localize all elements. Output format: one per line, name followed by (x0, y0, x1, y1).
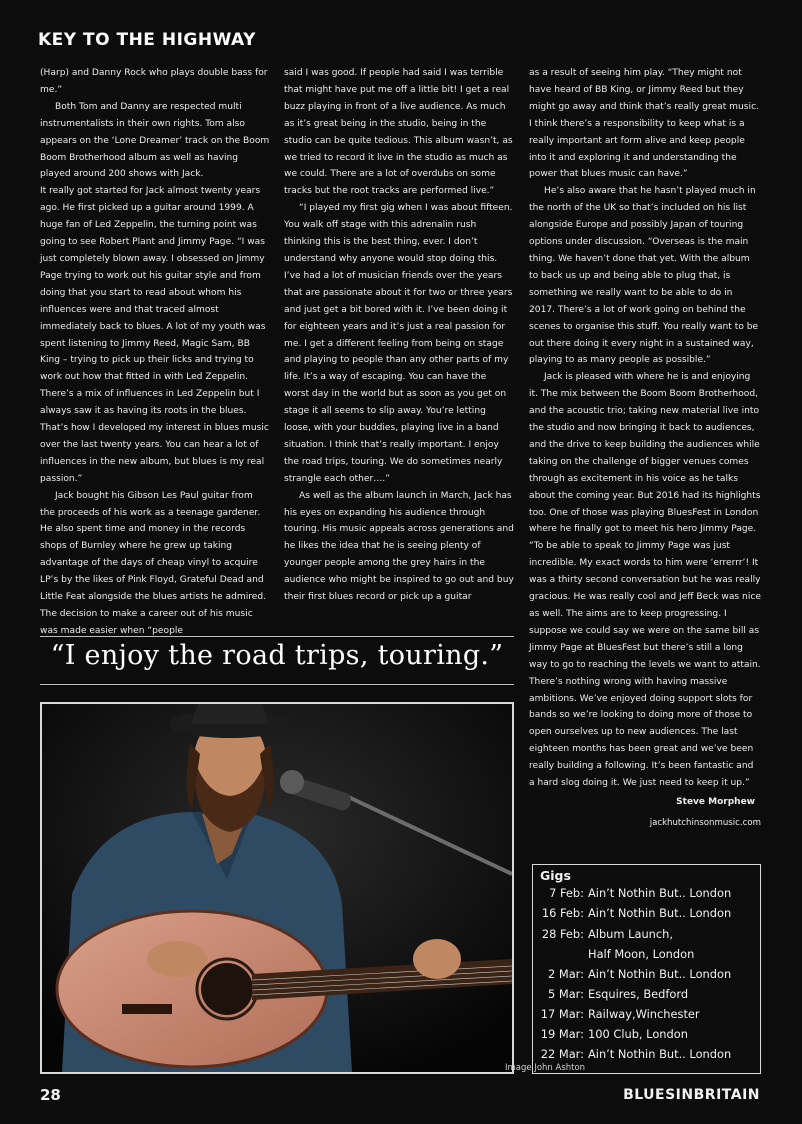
gig-date: 16 Feb: (541, 906, 584, 920)
gigs-box (532, 864, 761, 1074)
gig-date: 28 Feb: (541, 927, 584, 941)
gig-date: 2 Mar: (548, 967, 584, 981)
paragraph: as a result of seeing him play. “They might not have heard of BB King, or Jimmy Reed but they might go away and think that’s really great music. I think there’s a responsibility to keep what is a really important art form alive and keep people into it and exploring it and understanding the power that blues music can have.” (529, 68, 759, 180)
author-byline: Steve Morphew (676, 796, 755, 807)
paragraph: He’s also aware that he hasn’t played much in the north of the UK so that’s included on his list alongside Europe and possibly Japan of touring options under discussion. “Overseas is the main thing. We haven’t done that yet. With the album to back us up and being able to plug that, is something we really want to be able to do in 2017. There’s a lot of work going on behind the scenes to organise this stuff. You really want to be out there doing it every night in a sustained way, playing to as many people as possible.” (529, 186, 759, 366)
paragraph: “I played my first gig when I was about fifteen. You walk off stage with this adrenalin rush thinking this is the best thing, ever. I don’t understand why anyone would stop doing this. I’ve had a lot of musician friends over the years that are passionate about it for two or three years and just get a bit bored with it. I’ve been doing it for eighteen years and it’s just a real passion for me. I get a different feeling from being on stage and playing to people than any other parts of my life. It’s a way of escaping. You can have the worst day in the world but as soon as you get on stage it all seems to slip away. You’re letting loose, with your buddies, playing live in a band situation. I think that’s really important. I enjoy the road trips, touring. We do sometimes nearly strangle each other….” (284, 203, 513, 484)
gig-date: 17 Mar: (540, 1007, 584, 1021)
paragraph: (Harp) and Danny Rock who plays double bass for me.” (40, 68, 268, 95)
paragraph: Jack bought his Gibson Les Paul guitar from the proceeds of his work as a teenage gardener. He also spent time and money in the records shops of Burnley where he grew up taking advantage of the days of cheap vinyl to acquire LP’s by the likes of Pink Floyd, Grateful Dead and Little Feat alongside the blues artists he admired. The decision to make a career out of his music was made easier when “people (40, 490, 267, 636)
gig-venue: 100 Club, London (588, 1027, 688, 1041)
gig-date: 5 Mar: (548, 987, 584, 1001)
pullquote-bottom-rule (40, 684, 514, 685)
gig-date: 22 Mar: (540, 1047, 584, 1061)
gig-venue: Ain’t Nothin But.. London (588, 967, 732, 981)
paragraph: As well as the album launch in March, Jack has his eyes on expanding his audience through touring. His music appeals across generations and he likes the idea that he is seeing plenty of younger people among the grey hairs in the audience who might be inspired to go out and buy their first blues record or pick up a guitar (284, 490, 514, 603)
performer-photo (40, 702, 514, 1074)
gig-date: 19 Mar: (540, 1027, 584, 1041)
gigs-title: Gigs (540, 868, 571, 883)
paragraph: Jack is pleased with where he is and enjoying it. The mix between the Boom Boom Brotherhood, and the acoustic trio; taking new material live into the studio and now bringing it back to audiences, and the drive to keep building the audiences while taking on the challenge of bigger venues comes through as excitement in his voice as he talks about the coming year. But 2016 had its highlights too. One of those was playing BluesFest in London where he finally got to meet his hero Jimmy Page. “To be able to speak to Jimmy Page was just incredible. My exact words to him were ‘errerrr’! It was a thirty second conversation but he was really gracious. He was really cool and Jeff Beck was nice as well. The aims are to keep progressing. I suppose we could say we were on the same bill as Jimmy Page at BluesFest but there’s still a long way to go to reaching the levels we want to attain. There’s nothing wrong with having massive ambitions. We’ve enjoyed doing support slots for bands so we’re looking to doing more of those to open ourselves up to new audiences. The last eighteen months has been great and we’ve been really building a following. It’s been fantastic and a hard slog doing it. We just need to keep it up.” (529, 372, 761, 789)
paragraph: said I was good. If people had said I was terrible that might have put me off a little bit! I get a real buzz playing in front of a live audience. As much as it’s great being in the studio, being in the studio can be quite tedious. This album wasn’t, as we tried to record it live in the studio as much as we could. There are a lot of overdubs on some tracks but the root tracks are performed live.” (284, 68, 513, 197)
gig-date: 7 Feb: (549, 886, 584, 900)
photo-credit: Image John Ashton (505, 1063, 586, 1073)
gig-venue: Ain’t Nothin But.. London (588, 886, 732, 900)
article-column-2 (284, 65, 514, 606)
gig-venue: Ain’t Nothin But.. London (588, 1047, 732, 1061)
performer-photo-illustration (42, 704, 512, 1072)
magazine-brand: BLUESINBRITAIN (623, 1087, 760, 1103)
article-column-3 (529, 65, 761, 832)
page-number: 28 (40, 1086, 61, 1104)
gig-venue: Railway,Winchester (588, 1007, 700, 1021)
gig-venue: Esquires, Bedford (588, 987, 689, 1001)
section-title: KEY TO THE HIGHWAY (38, 30, 256, 50)
paragraph: Both Tom and Danny are respected multi instrumentalists in their own rights. Tom also appears on the ‘Lone Dreamer’ track on the Boom Boom Brotherhood album as well as having played around 200 shows with Jack. (40, 101, 270, 180)
artist-website: jackhutchinsonmusic.com (649, 817, 761, 828)
gig-venue: Album Launch, (588, 927, 673, 941)
gig-venue: Half Moon, London (588, 947, 695, 961)
paragraph: It really got started for Jack almost twenty years ago. He first picked up a guitar around 1999. A huge fan of Led Zeppelin, the turning point was going to see Robert Plant and Jimmy Page. “I was just completely blown away. I obsessed on Jimmy Page trying to work out his guitar style and from doing that you start to read about whom his influences were and that traced almost immediately back to blues. A lot of my youth was spent listening to Jimmy Reed, Magic Sam, BB King – trying to pick up their licks and trying to work out how that fitted in with Led Zeppelin. There’s a mix of influences in Led Zeppelin but I always saw it as having its roots in the blues. That’s how I developed my interest in blues music over the last twenty years. You can hear a lot of influences in the new album, but blues is my real passion.” (40, 186, 269, 484)
pull-quote: “I enjoy the road trips, touring.” (50, 640, 504, 671)
pullquote-top-rule (40, 636, 514, 637)
article-column-1 (40, 65, 270, 640)
gig-venue: Ain’t Nothin But.. London (588, 906, 732, 920)
